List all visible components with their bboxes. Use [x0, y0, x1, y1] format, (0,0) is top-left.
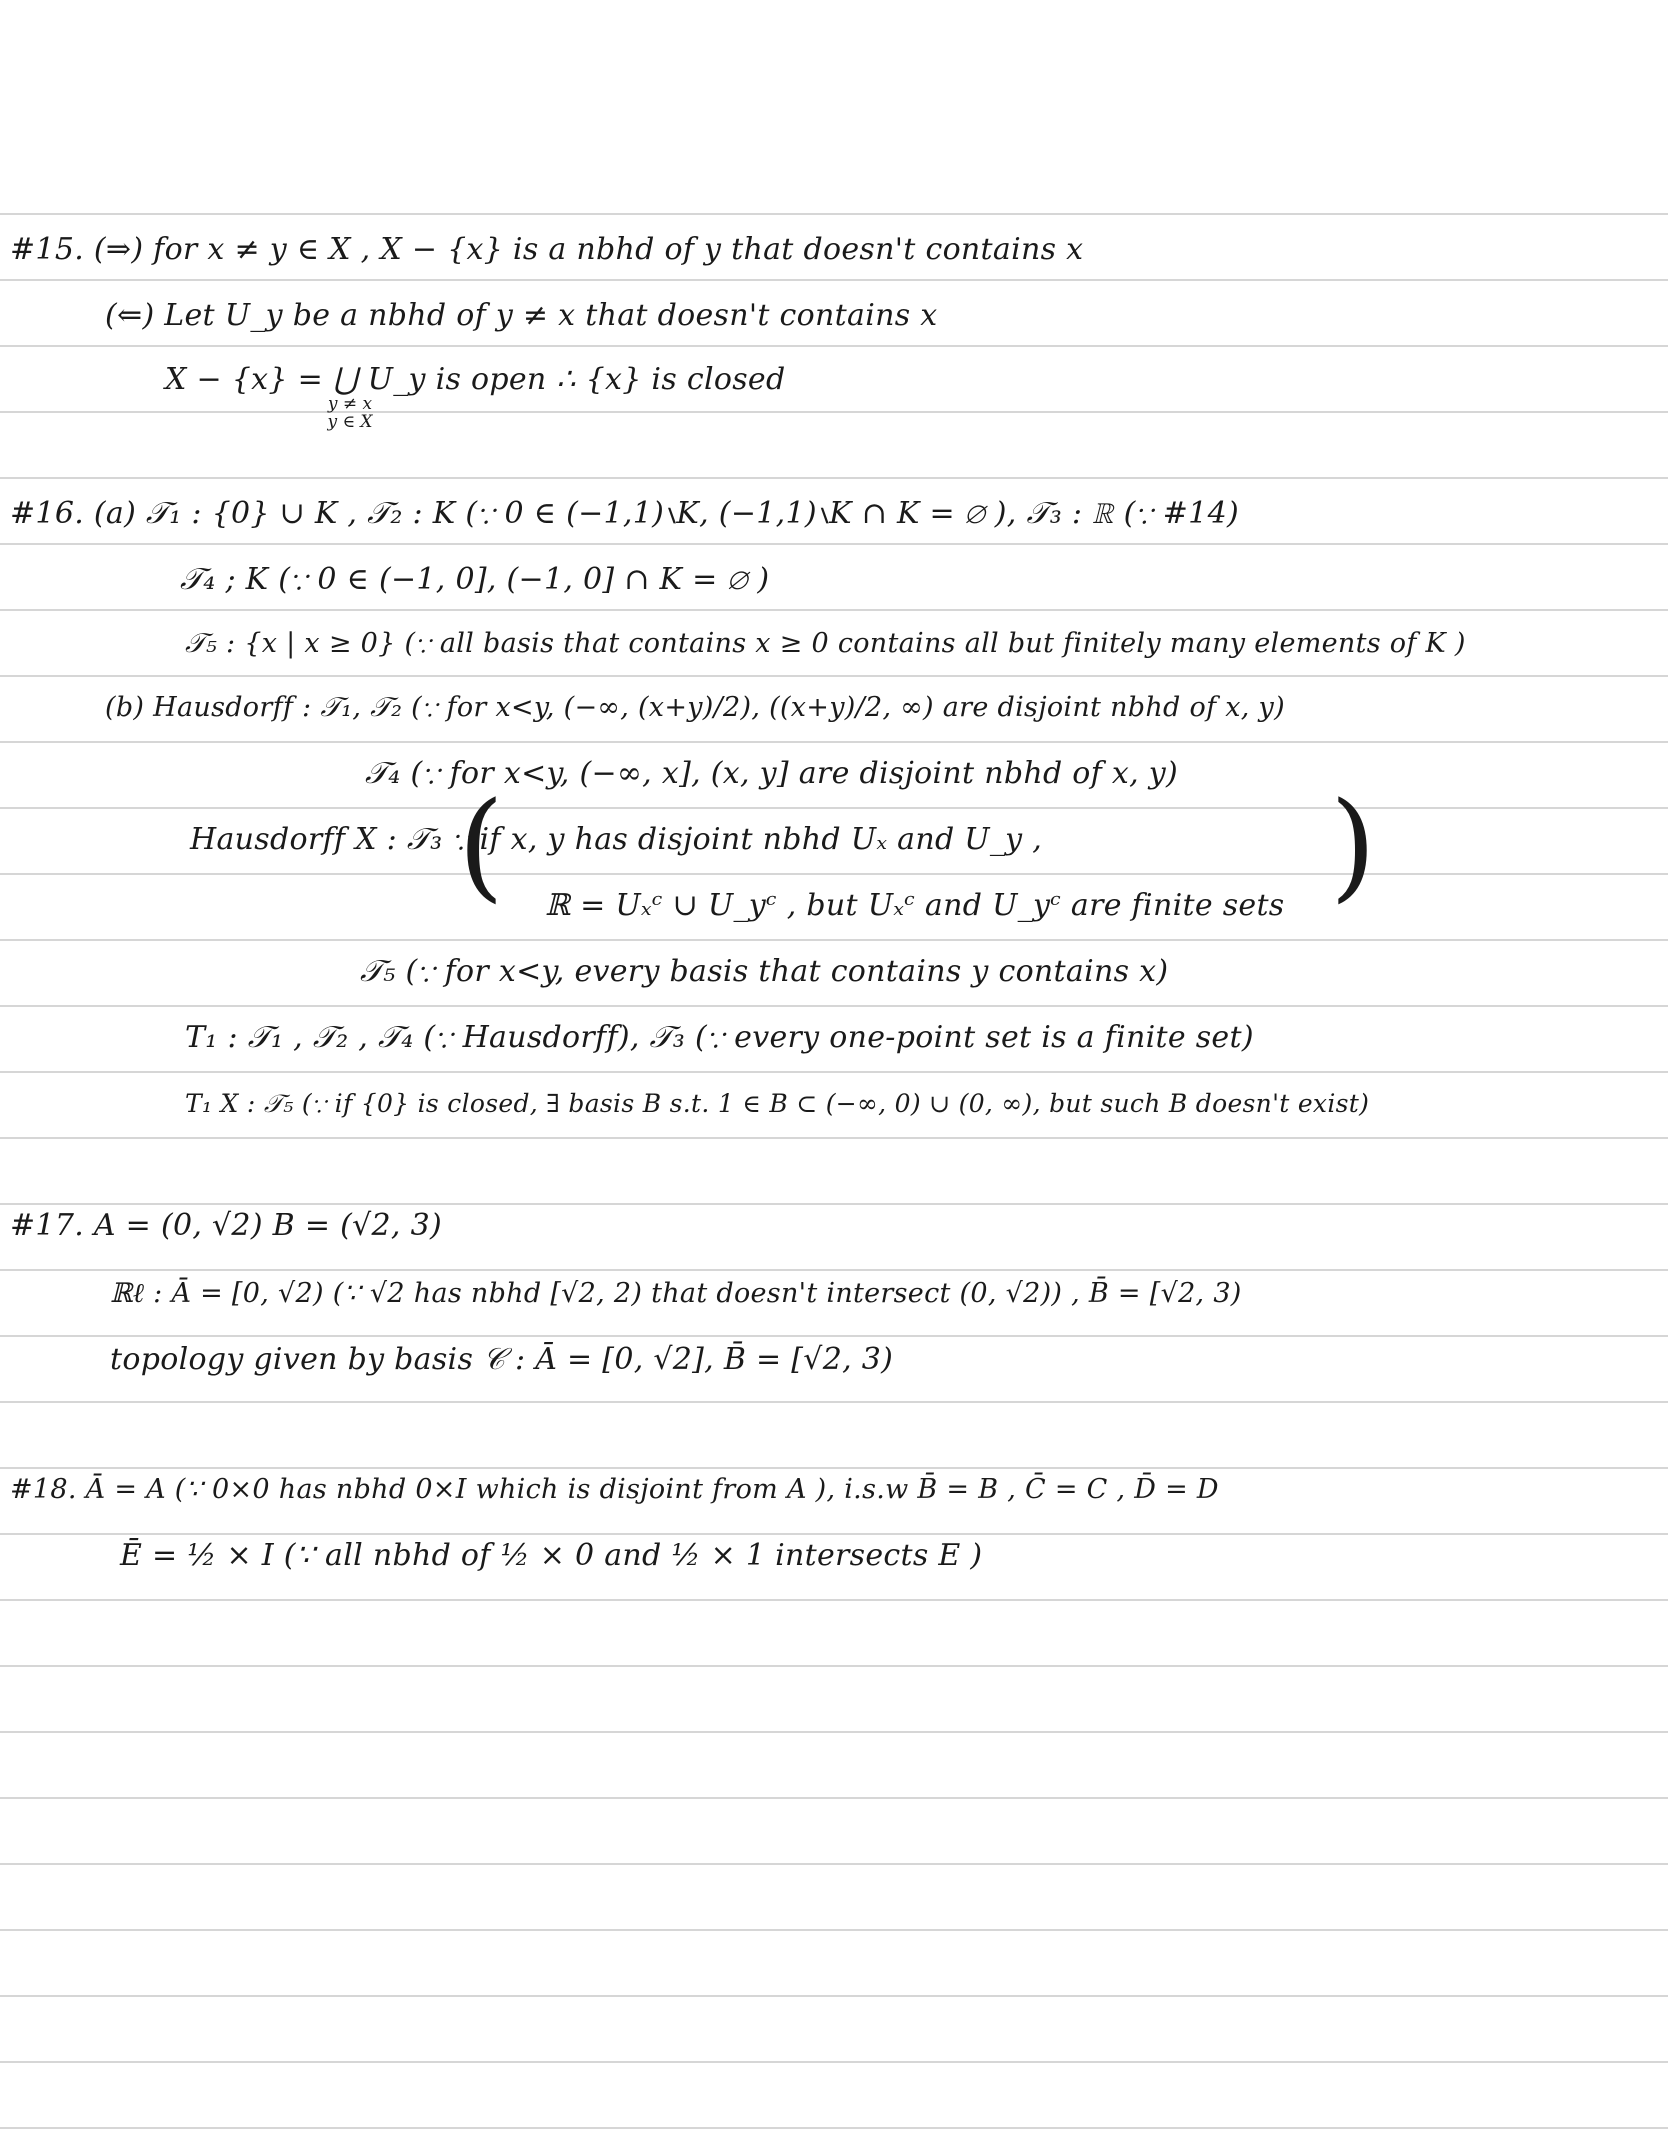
problem-16-line-2: 𝒯₄ ; K (∵ 0 ∈ (−1, 0], (−1, 0] ∩ K = ∅ )	[180, 562, 770, 597]
right-bracket: )	[1330, 776, 1377, 914]
problem-16-line-7: ℝ = Uₓᶜ ∪ U_yᶜ , but Uₓᶜ and U_yᶜ are finite sets	[545, 888, 1285, 923]
problem-16-line-5: 𝒯₄ (∵ for x<y, (−∞, x], (x, y] are disjoint nbhd of x, y)	[365, 756, 1179, 791]
problem-18-line-2: Ē = ½ × I (∵ all nbhd of ½ × 0 and ½ × 1 intersects E )	[120, 1538, 983, 1573]
union-subscript: y ≠ x y ∈ X	[327, 394, 373, 432]
problem-17-line-2: ℝℓ : Ā = [0, √2) (∵ √2 has nbhd [√2, 2) that doesn't intersect (0, √2)) , B̄ = [√2, 3)	[110, 1278, 1242, 1309]
problem-17-line-1: #17. A = (0, √2) B = (√2, 3)	[10, 1208, 442, 1243]
problem-15-line-2: (⇐) Let U_y be a nbhd of y ≠ x that doesn't contains x	[105, 298, 938, 333]
problem-16-line-1: #16. (a) 𝒯₁ : {0} ∪ K , 𝒯₂ : K (∵ 0 ∈ (−1,1)∖K, (−1,1)∖K ∩ K = ∅ ), 𝒯₃ : ℝ (∵ #14)	[10, 496, 1239, 531]
problem-16-line-6: Hausdorff X : 𝒯₃ ∵ if x, y has disjoint nbhd Uₓ and U_y ,	[190, 822, 1043, 857]
problem-15-line-3: X − {x} = ⋃ U_y is open ∴ {x} is closed	[165, 362, 786, 397]
problem-18-line-1: #18. Ā = A (∵ 0×0 has nbhd 0×I which is disjoint from A ), i.s.w B̄ = B , C̄ = C , D̄ = D	[10, 1474, 1219, 1505]
problem-16-line-3: 𝒯₅ : {x | x ≥ 0} (∵ all basis that contains x ≥ 0 contains all but finitely many elements of K )	[185, 628, 1466, 659]
problem-16-line-9: T₁ : 𝒯₁ , 𝒯₂ , 𝒯₄ (∵ Hausdorff), 𝒯₃ (∵ every one-point set is a finite set)	[185, 1020, 1254, 1055]
problem-16-line-4: (b) Hausdorff : 𝒯₁, 𝒯₂ (∵ for x<y, (−∞, (x+y)/2), ((x+y)/2, ∞) are disjoint nbhd of x, y)	[105, 692, 1285, 723]
problem-16-line-8: 𝒯₅ (∵ for x<y, every basis that contains y contains x)	[360, 954, 1169, 989]
problem-17-line-3: topology given by basis 𝒞 : Ā = [0, √2], B̄ = [√2, 3)	[110, 1342, 894, 1377]
left-bracket: (	[458, 776, 505, 914]
problem-15-line-1: #15. (⇒) for x ≠ y ∈ X , X − {x} is a nbhd of y that doesn't contains x	[10, 232, 1084, 267]
problem-16-line-10: T₁ X : 𝒯₅ (∵ if {0} is closed, ∃ basis B s.t. 1 ∈ B ⊂ (−∞, 0) ∪ (0, ∞), but such B doesn't exist)	[185, 1089, 1370, 1118]
